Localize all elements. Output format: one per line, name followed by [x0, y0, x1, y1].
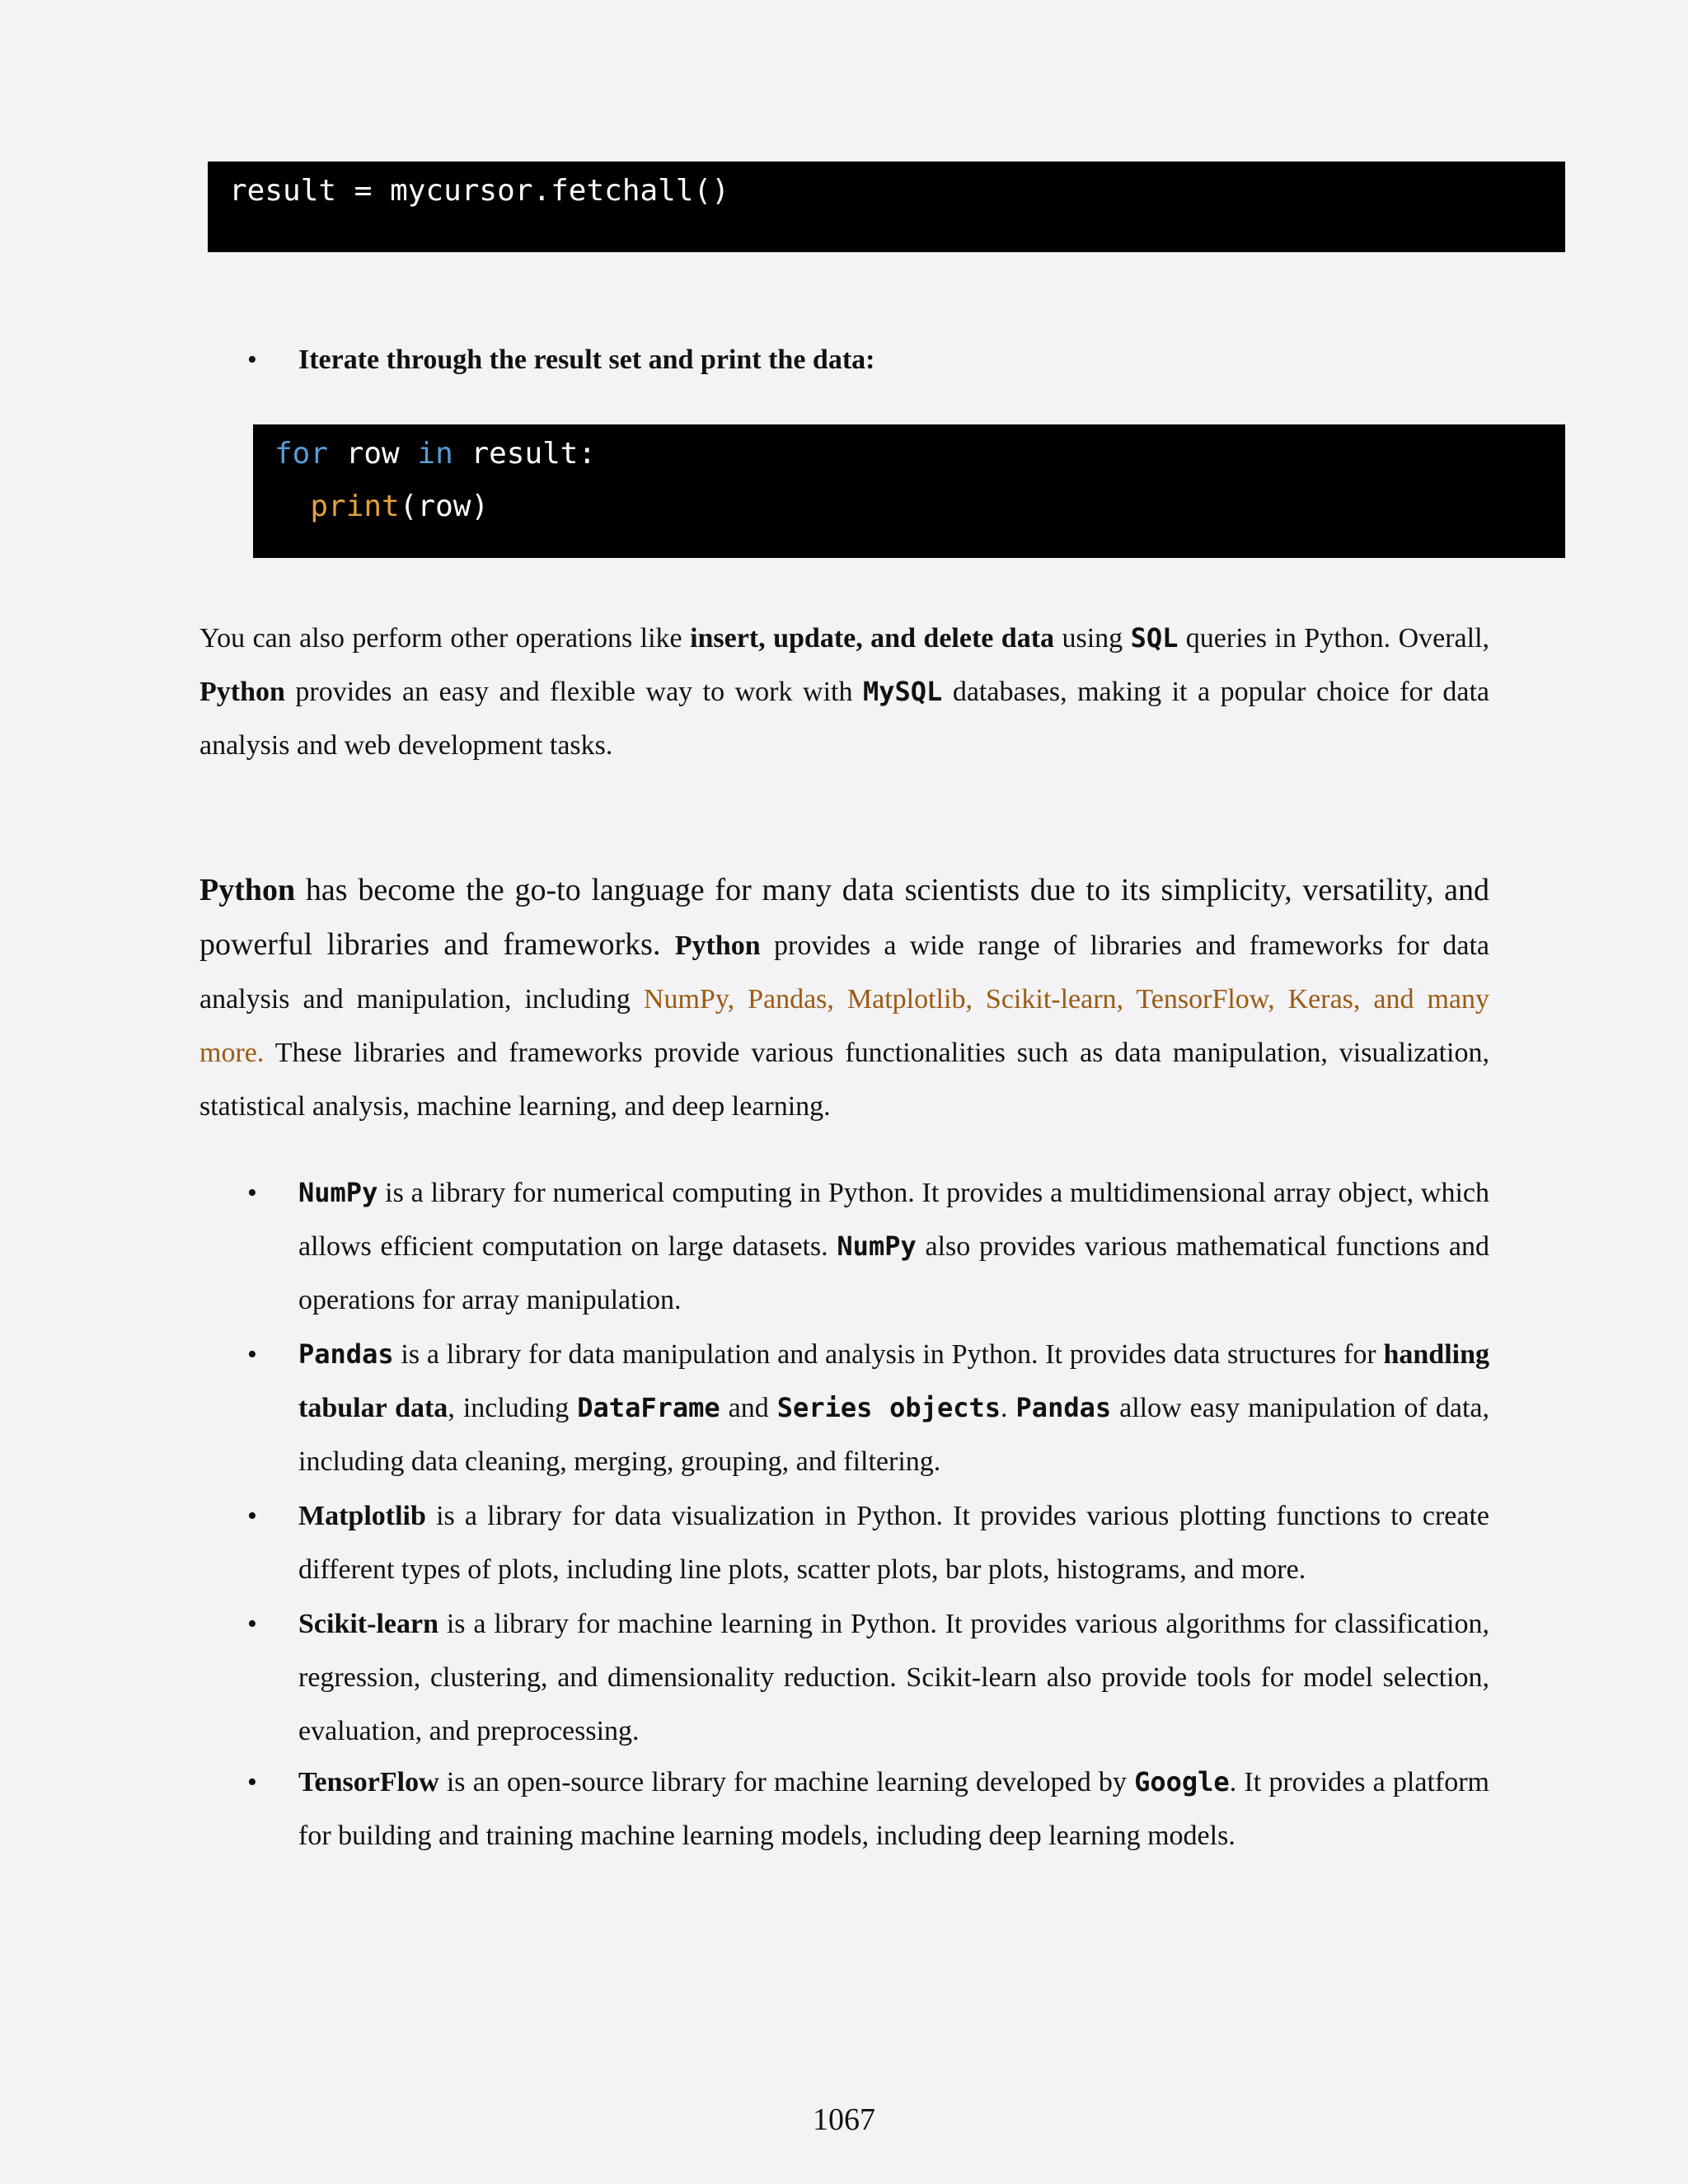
text-run: also provides various mathematical functions and operations for array manipulation.: [298, 1231, 1489, 1315]
bold-run: Python: [674, 930, 761, 961]
text-run: provides an easy and flexible way to work with: [284, 677, 863, 707]
code-term: DataFrame: [577, 1392, 720, 1423]
list-item-matplotlib: [298, 1489, 1489, 1596]
list-item-pandas: [298, 1328, 1489, 1488]
code-token: (row): [399, 490, 490, 523]
code-line: [274, 436, 596, 472]
bullet-marker: •: [247, 1501, 257, 1531]
builtin-print: print: [310, 490, 400, 523]
text-run: .: [1001, 1393, 1016, 1423]
paragraph-python-data-science: [199, 864, 1489, 1133]
code-term: Pandas: [298, 1338, 394, 1370]
text-run: is a library for numerical computing in Python. It provides a multidimensional array object, which allows efficient computation on large datasets.: [298, 1178, 1489, 1262]
bold-run: Python: [199, 677, 285, 707]
text-run: provides a wide range of libraries and frameworks for data analysis and manipulation, including: [199, 930, 1489, 1015]
code-term: Pandas: [1015, 1392, 1112, 1423]
text-run: databases, making it a popular choice for data analysis and web development tasks.: [199, 677, 1489, 761]
library-list: NumPy, Pandas, Matplotlib, Scikit-learn, TensorFlow, Keras, and many more.: [199, 984, 1489, 1068]
code-indent: [274, 490, 310, 523]
code-line: [274, 489, 489, 525]
text-run: is an open-source library for machine learning developed by: [438, 1767, 1135, 1797]
text-run: is a library for data visualization in Python. It provides various plotting functions to create different types of plots, including line plots, scatter plots, bar plots, histograms, and more.: [298, 1501, 1489, 1585]
code-block-fetchall: [208, 162, 1565, 252]
code-term: SQL: [1130, 622, 1179, 654]
bullet-heading-iterate: Iterate through the result set and print the data:: [298, 344, 875, 375]
list-item-numpy: [298, 1166, 1489, 1327]
text-run: , including: [448, 1393, 578, 1423]
list-item-scikit-learn: [298, 1597, 1489, 1758]
text-run: These libraries and frameworks provide various functionalities such as data manipulation, visualization, statistical analysis, machine learning, and deep learning.: [199, 1038, 1489, 1122]
list-item-tensorflow: [298, 1755, 1489, 1863]
text-run: You can also perform other operations like: [199, 623, 691, 654]
text-run: using: [1054, 623, 1131, 654]
code-term: NumPy: [298, 1177, 378, 1208]
bullet-marker: •: [247, 1767, 257, 1797]
code-line: result = mycursor.fetchall(): [229, 174, 729, 208]
text-run: is a library for data manipulation and analysis in Python. It provides data structures for: [393, 1339, 1384, 1370]
keyword-for: for: [274, 437, 329, 471]
text-run: has become the go-to language for many data scientists due to its simplicity, versatility, and powerful libraries and frameworks.: [199, 873, 1489, 962]
code-term: Google: [1134, 1766, 1230, 1797]
bullet-marker: •: [247, 344, 257, 375]
text-run: allow easy manipulation of data, including data cleaning, merging, grouping, and filtering.: [298, 1393, 1489, 1477]
text-run: and: [720, 1393, 777, 1423]
bold-run: Scikit-learn: [298, 1609, 438, 1639]
code-term: NumPy: [837, 1230, 917, 1262]
text-run: is a library for machine learning in Python. It provides various algorithms for classification, regression, clustering, and dimensionality reduction. Scikit-learn also provide tools for model selection, evaluation, and preprocessing.: [298, 1609, 1489, 1746]
text-run: . It provides a platform for building and training machine learning models, including deep learning models.: [298, 1767, 1489, 1851]
code-block-loop: [253, 424, 1565, 558]
bold-run: Python: [199, 873, 296, 907]
bullet-marker: •: [247, 1609, 257, 1639]
keyword-in: in: [417, 437, 453, 471]
paragraph-sql-operations: [199, 612, 1489, 772]
code-token: row: [328, 437, 418, 471]
bullet-marker: •: [247, 1339, 257, 1370]
page-number: 1067: [813, 2102, 875, 2137]
bold-run: Matplotlib: [298, 1501, 426, 1531]
bold-run: handling tabular data: [298, 1339, 1489, 1423]
bullet-marker: •: [247, 1178, 257, 1208]
code-token: result:: [452, 437, 597, 471]
text-run: queries in Python. Overall,: [1178, 623, 1490, 654]
code-term: Series objects: [776, 1392, 1001, 1423]
code-term: MySQL: [862, 676, 943, 707]
bold-run: insert, update, and delete data: [690, 623, 1055, 654]
bold-run: TensorFlow: [298, 1767, 439, 1797]
